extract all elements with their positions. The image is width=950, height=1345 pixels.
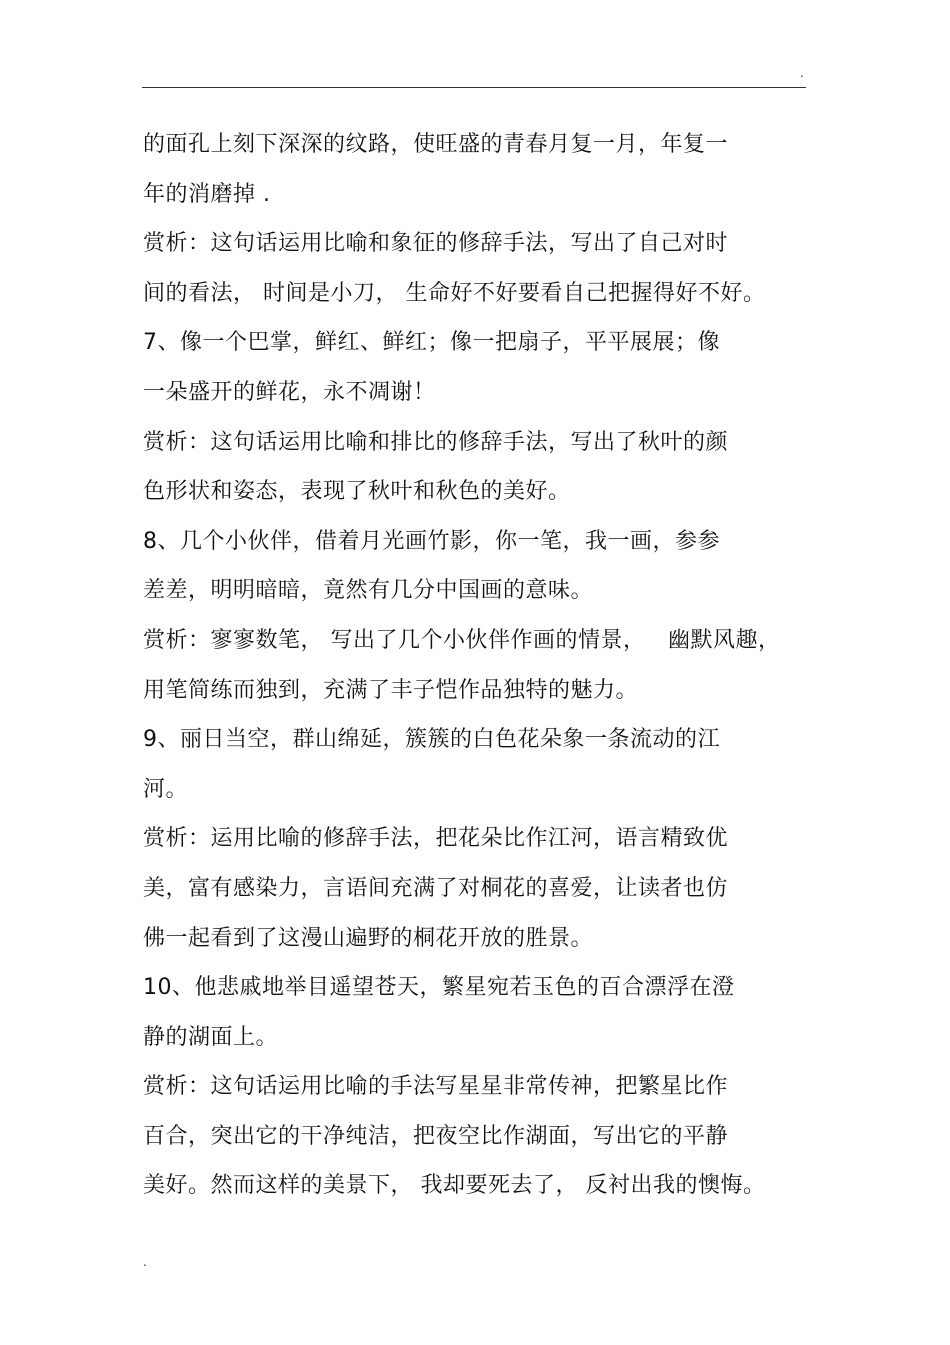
text-line: 静的湖面上。 [143, 1024, 279, 1050]
text-line: 佛一起看到了这漫山遍野的桐花开放的胜景。 [143, 925, 594, 951]
text-line: 色形状和姿态，表现了秋叶和秋色的美好。 [143, 479, 571, 505]
text-line: 的面孔上刻下深深的纹路，使旺盛的青春月复一月，年复一 [143, 132, 729, 157]
text-line: 9、丽日当空，群山绵延，簇簇的白色花朵象一条流动的江 [143, 727, 720, 753]
text-line: 用笔简练而独到，充满了丰子恺作品独特的魅力。 [143, 677, 639, 703]
text-line: 一朵盛开的鲜花，永不凋谢！ [143, 379, 436, 405]
text-line: 美，富有感染力，言语间充满了对桐花的喜爱，让读者也仿 [143, 875, 729, 901]
text-line: 河。 [143, 776, 189, 802]
text-line: 赏析：这句话运用比喻和象征的修辞手法，写出了自己对时 [143, 231, 729, 257]
header-mark: . [800, 66, 804, 80]
header-rule [142, 87, 806, 88]
text-line: 8、几个小伙伴，借着月光画竹影，你一笔，我一画，参参 [143, 528, 720, 554]
text-line: 赏析：运用比喻的修辞手法，把花朵比作江河，语言精致优 [143, 826, 729, 852]
document-body [143, 120, 843, 1211]
text-line: 赏析：这句话运用比喻和排比的修辞手法，写出了秋叶的颜 [143, 429, 729, 455]
text-line: 赏析：寥寥数笔， 写出了几个小伙伴作画的情景， 幽默风趣， [143, 627, 781, 653]
text-line: 美好。然而这样的美景下， 我却要死去了， 反衬出我的懊悔。 [143, 1173, 766, 1199]
text-line: 年的消磨掉 . [143, 181, 271, 207]
footer-mark: . [143, 1255, 147, 1269]
text-line: 10、他悲戚地举目遥望苍天，繁星宛若玉色的百合漂浮在澄 [143, 975, 735, 1001]
text-line: 间的看法， 时间是小刀， 生命好不好要看自己把握得好不好。 [143, 280, 766, 306]
text-line: 7、像一个巴掌，鲜红、鲜红；像一把扇子，平平展展；像 [143, 330, 720, 356]
text-line: 百合，突出它的干净纯洁，把夜空比作湖面，写出它的平静 [143, 1123, 729, 1149]
text-line: 赏析：这句话运用比喻的手法写星星非常传神，把繁星比作 [143, 1074, 729, 1100]
text-line: 差差，明明暗暗，竟然有几分中国画的意味。 [143, 578, 594, 604]
